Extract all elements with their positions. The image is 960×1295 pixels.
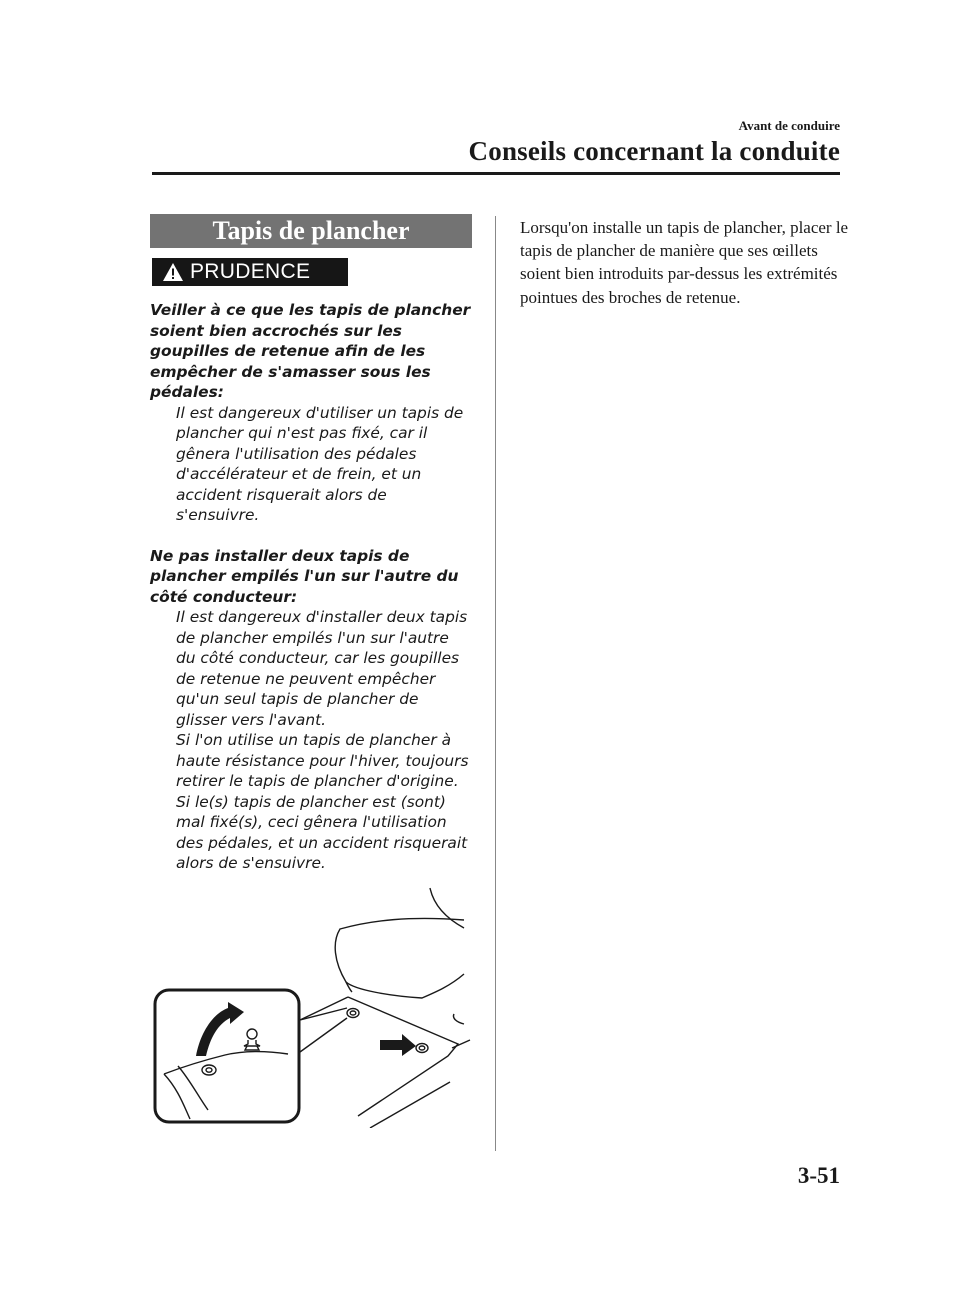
section-header: Conseils concernant la conduite	[468, 136, 840, 166]
caution-heading-1: Veiller à ce que les tapis de plancher soient bien accrochés sur les goupilles de retenue afin de les empêcher de s'amasser sous les pédales:	[150, 301, 471, 401]
caution-text-2b: Si l'on utilise un tapis de plancher à haute résistance pour l'hiver, toujours retirer le tapis de plancher d'origine.	[176, 731, 469, 790]
floor-mat-illustration	[150, 884, 474, 1128]
left-column	[150, 214, 472, 874]
header-rule	[152, 172, 840, 175]
caution-text-1: Il est dangereux d'utiliser un tapis de plancher qui n'est pas fixé, car il gênera l'utilisation des pédales d'accélérateur et de frein, et un accident risquerait alors de s'ensuivre.	[176, 403, 464, 524]
caution-label: PRUDENCE	[190, 260, 311, 283]
caution-text-2a: Il est dangereux d'installer deux tapis de plancher empilés l'un sur l'autre du côté conducteur, car les goupilles de retenue ne peuvent empêcher qu'un seul tapis de plancher de glisser vers l'avant.	[176, 608, 468, 729]
caution-heading-2: Ne pas installer deux tapis de plancher empilés l'un sur l'autre du côté conducteur:	[150, 546, 459, 606]
installation-paragraph: Lorsqu'on installe un tapis de plancher, placer le tapis de plancher de manière que ses œillets soient bien introduits par-dessus les extrémités pointues des broches de retenue.	[520, 218, 849, 307]
chapter-header: Avant de conduire	[738, 118, 840, 133]
caution-block	[150, 300, 472, 874]
page-number: 3-51	[797, 1163, 840, 1188]
caution-badge	[152, 258, 348, 286]
column-divider	[495, 216, 496, 1151]
section-title: Tapis de plancher	[150, 214, 472, 248]
warning-triangle-icon	[162, 262, 184, 282]
caution-text-2c: Si le(s) tapis de plancher est (sont) mal fixé(s), ceci gênera l'utilisation des pédales, et un accident risquerait alors de s'ensuivre.	[176, 792, 468, 872]
right-column	[520, 216, 850, 309]
